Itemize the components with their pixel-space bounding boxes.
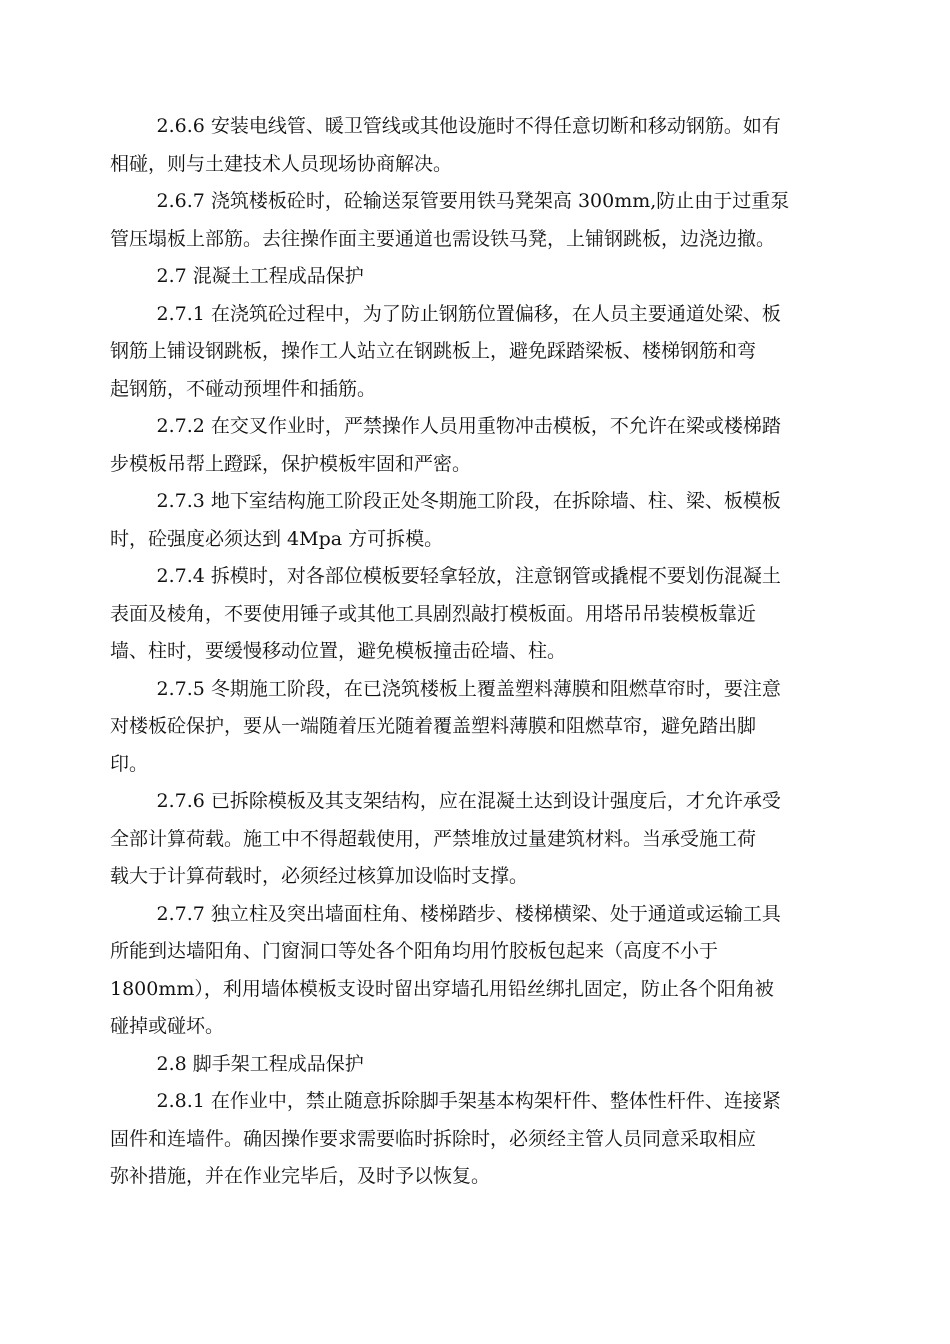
paragraph [110,558,850,671]
paragraph-line: 起钢筋，不碰动预埋件和插筋。 [110,377,377,400]
paragraph-line: 管压塌板上部筋。去往操作面主要通道也需设铁马凳，上铺钢跳板，边浇边撤。 [110,227,776,250]
paragraph [110,783,850,896]
paragraph [110,671,850,784]
paragraph-line: 2.7.2 在交叉作业时，严禁操作人员用重物冲击模板，不允许在梁或楼梯踏 [156,415,781,437]
paragraph-line: 时，砼强度必须达到 4Mpa 方可拆模。 [110,527,444,550]
paragraph-line: 2.7.7 独立柱及突出墙面柱角、楼梯踏步、楼梯横梁、处于通道或运输工具 [156,902,781,925]
paragraph-line: 对楼板砼保护，要从一端随着压光随着覆盖塑料薄膜和阻燃草帘，避免踏出脚 [110,715,757,737]
section-heading [110,258,850,296]
paragraph [110,483,850,558]
paragraph-line: 相碰，则与土建技术人员现场协商解决。 [110,152,453,175]
paragraph [110,108,850,183]
document-body [110,108,850,1196]
paragraph-line: 表面及棱角，不要使用锤子或其他工具剧烈敲打模板面。用塔吊吊装模板靠近 [110,602,757,625]
heading-text: 2.8 脚手架工程成品保护 [156,1052,364,1075]
paragraph-line: 2.7.5 冬期施工阶段，在已浇筑楼板上覆盖塑料薄膜和阻燃草帘时，要注意 [156,677,781,700]
paragraph-line: 碰掉或碰坏。 [110,1015,225,1037]
paragraph-line: 2.7.1 在浇筑砼过程中，为了防止钢筋位置偏移，在人员主要通道处梁、板 [156,302,781,325]
paragraph-line: 2.8.1 在作业中，禁止随意拆除脚手架基本构架杆件、整体性杆件、连接紧 [156,1090,781,1112]
paragraph-line: 固件和连墙件。确因操作要求需要临时拆除时，必须经主管人员同意采取相应 [110,1127,757,1150]
paragraph-line: 2.7.3 地下室结构施工阶段正处冬期施工阶段，在拆除墙、柱、梁、板模板 [156,490,781,512]
paragraph-line: 载大于计算荷载时，必须经过核算加设临时支撑。 [110,865,529,887]
paragraph [110,183,850,258]
paragraph-line: 2.6.6 安装电线管、暖卫管线或其他设施时不得任意切断和移动钢筋。如有 [156,115,781,137]
paragraph-line: 1800mm），利用墙体模板支设时留出穿墙孔用铅丝绑扎固定，防止各个阳角被 [110,977,774,1000]
heading-text: 2.7 混凝土工程成品保护 [156,265,364,287]
paragraph-line: 步模板吊帮上蹬踩，保护模板牢固和严密。 [110,452,472,475]
paragraph-line: 印。 [110,752,149,775]
paragraph-line: 2.7.6 已拆除模板及其支架结构，应在混凝土达到设计强度后，才允许承受 [156,790,781,812]
paragraph-line: 全部计算荷载。施工中不得超载使用，严禁堆放过量建筑材料。当承受施工荷 [110,827,757,850]
paragraph-line: 钢筋上铺设钢跳板，操作工人站立在钢跳板上，避免踩踏梁板、楼梯钢筋和弯 [110,340,757,362]
paragraph-line: 2.7.4 拆模时，对各部位模板要轻拿轻放，注意钢管或撬棍不要划伤混凝土 [156,565,781,587]
paragraph-line: 弥补措施，并在作业完毕后，及时予以恢复。 [110,1165,491,1187]
paragraph-line: 所能到达墙阳角、门窗洞口等处各个阳角均用竹胶板包起来（高度不小于 [110,940,719,962]
paragraph [110,408,850,483]
section-heading [110,1046,850,1084]
paragraph [110,1083,850,1196]
paragraph-line: 墙、柱时，要缓慢移动位置，避免模板撞击砼墙、柱。 [110,640,567,662]
paragraph-line: 2.6.7 浇筑楼板砼时，砼输送泵管要用铁马凳架高 300mm,防止由于过重泵 [156,190,790,212]
paragraph [110,896,850,1046]
paragraph [110,296,850,409]
